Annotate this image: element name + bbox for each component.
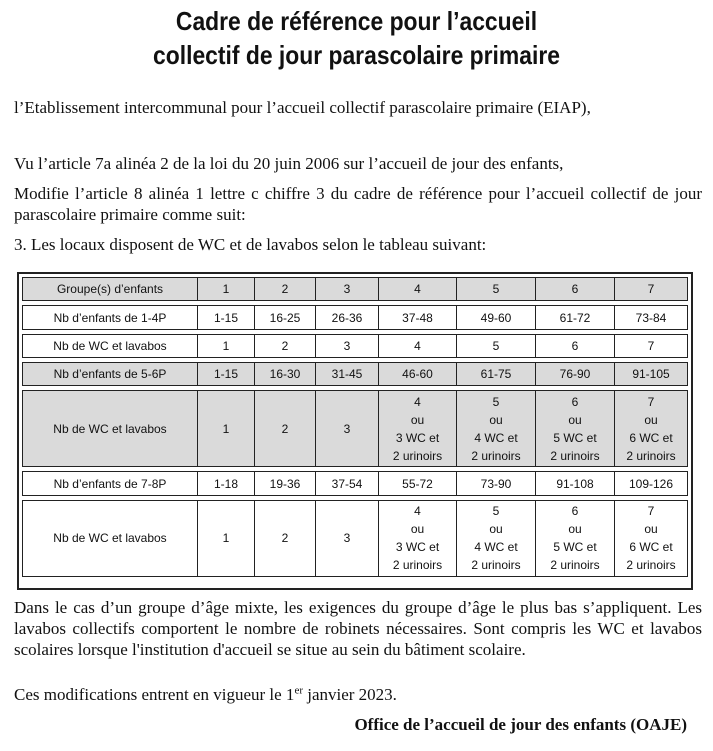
table-cell-line: 6 (571, 394, 579, 409)
row-label-cell: Nb d’enfants de 7-8P (22, 471, 198, 495)
effective-date-text-end: janvier 2023. (302, 685, 397, 704)
table-cell: 3 (316, 390, 379, 467)
table-cell: 26-36 (316, 305, 379, 329)
table-cell: 49-60 (457, 305, 536, 329)
header-group-cell: 7 (615, 277, 688, 301)
table-cell-line: 3 WC et (395, 540, 440, 555)
table-cell: 7 (615, 334, 688, 358)
table-cell: 61-72 (536, 305, 615, 329)
table-cell-line: 2 urinoirs (392, 448, 443, 463)
table-cell: 2 (255, 500, 316, 577)
table-cell-line: ou (489, 412, 503, 427)
table-row (22, 362, 688, 386)
table-cell: 5 (457, 334, 536, 358)
table-cell: 37-48 (379, 305, 457, 329)
table-cell-line: 5 (492, 394, 500, 409)
row-label-cell: Nb de WC et lavabos (22, 390, 198, 467)
table-cell-line: 5 WC et (553, 540, 597, 555)
title-line-2: collectif de jour parascolaire primaire (153, 40, 560, 70)
row-label-cell: Nb de WC et lavabos (22, 500, 198, 577)
table-cell-line: 4 WC et (474, 430, 518, 445)
table-cell (457, 500, 536, 577)
table-cell: 31-45 (316, 362, 379, 386)
table-cell: 91-108 (536, 471, 615, 495)
table-cell: 1 (198, 334, 255, 358)
table-cell: 6 (536, 334, 615, 358)
table-cell: 37-54 (316, 471, 379, 495)
table-cell: 1-15 (198, 362, 255, 386)
table-cell: 109-126 (615, 471, 688, 495)
table-cell-line: ou (568, 412, 582, 427)
table-cell (615, 500, 688, 577)
intro-paragraph-2: Vu l’article 7a alinéa 2 de la loi du 20 juin 2006 sur l’accueil de jour des enfants, (14, 154, 564, 173)
table-cell-line: 7 (647, 394, 655, 409)
table-cell-line: 4 (414, 394, 421, 409)
table-cell-line: ou (644, 412, 658, 427)
table-cell-line: 2 urinoirs (626, 558, 676, 573)
table-cell-line: 6 WC et (629, 430, 673, 445)
table-cell: 1-18 (198, 471, 255, 495)
header-label-cell: Groupe(s) d’enfants (22, 277, 198, 301)
table-cell: 2 (255, 334, 316, 358)
intro-paragraph-3: Modifie l’article 8 alinéa 1 lettre c chiffre 3 du cadre de référence pour l’accueil collectif de jour parascolaire primaire comme suit: (14, 184, 702, 224)
outro-paragraph-1: Dans le cas d’un groupe d’âge mixte, les exigences du groupe d’âge le plus bas s’appliquent. Les lavabos collectifs comportent le nombre de robinets nécessaires. Sont compris les WC et lavabos scolaires lorsque l'institution d'accueil se situe au sein du bâtiment scolaire. (14, 598, 702, 659)
table-cell: 1-15 (198, 305, 255, 329)
header-group-cell: 2 (255, 277, 316, 301)
intro-paragraph-1: l’Etablissement intercommunal pour l’accueil collectif parascolaire primaire (EIAP), (14, 98, 591, 117)
requirements-grid (22, 273, 688, 581)
table-cell (379, 500, 457, 577)
table-cell-line: ou (410, 522, 425, 537)
signature: Office de l’accueil de jour des enfants (OAJE) (354, 715, 687, 734)
table-cell-line: 5 (492, 504, 500, 519)
table-cell-line: 2 urinoirs (471, 558, 521, 573)
row-label-cell: Nb d’enfants de 5-6P (22, 362, 198, 386)
table-cell: 73-84 (615, 305, 688, 329)
title-line-1: Cadre de référence pour l’accueil (175, 6, 538, 36)
table-header-row (22, 277, 688, 301)
row-label-cell: Nb d’enfants de 1-4P (22, 305, 198, 329)
table-row (22, 500, 688, 577)
table-cell: 4 (379, 334, 457, 358)
table-cell: 16-30 (255, 362, 316, 386)
table-cell (457, 390, 536, 467)
table-cell-line: 4 WC et (474, 540, 518, 555)
table-cell (536, 390, 615, 467)
table-cell-line: 7 (647, 504, 655, 519)
table-cell-line: 2 urinoirs (471, 448, 521, 463)
header-group-cell: 5 (457, 277, 536, 301)
table-cell: 2 (255, 390, 316, 467)
table-cell-line: 6 (571, 504, 579, 519)
table-cell-line: 2 urinoirs (550, 448, 600, 463)
table-cell-line: ou (410, 412, 425, 427)
table-cell-line: 3 WC et (395, 430, 440, 445)
table-cell-line: 2 urinoirs (392, 558, 443, 573)
page-title (43, 4, 670, 72)
table-cell-line: 2 urinoirs (550, 558, 600, 573)
effective-date-superscript: er (294, 684, 303, 697)
row-label-cell: Nb de WC et lavabos (22, 334, 198, 358)
table-cell-line: 2 urinoirs (626, 448, 676, 463)
intro-paragraph-4: 3. Les locaux disposent de WC et de lavabos selon le tableau suivant: (14, 235, 487, 254)
table-cell: 1 (198, 500, 255, 577)
table-cell (379, 390, 457, 467)
table-row (22, 334, 688, 358)
table-cell: 1 (198, 390, 255, 467)
header-group-cell: 6 (536, 277, 615, 301)
effective-date-text: Ces modifications entrent en vigueur le 1 (14, 685, 295, 704)
table-cell: 61-75 (457, 362, 536, 386)
table-cell-line: ou (644, 522, 658, 537)
table-row (22, 305, 688, 329)
table-cell-line: 6 WC et (629, 540, 673, 555)
table-cell-line: ou (568, 522, 582, 537)
requirements-table (17, 272, 693, 590)
outro-paragraph-2 (14, 684, 702, 705)
table-cell (615, 390, 688, 467)
table-cell-line: 5 WC et (553, 430, 597, 445)
table-cell: 76-90 (536, 362, 615, 386)
table-cell-line: ou (489, 522, 503, 537)
table-cell: 16-25 (255, 305, 316, 329)
table-cell: 91-105 (615, 362, 688, 386)
table-cell: 19-36 (255, 471, 316, 495)
table-cell: 55-72 (379, 471, 457, 495)
table-row (22, 471, 688, 495)
table-cell: 73-90 (457, 471, 536, 495)
header-group-cell: 3 (316, 277, 379, 301)
header-group-cell: 1 (198, 277, 255, 301)
table-cell: 46-60 (379, 362, 457, 386)
table-cell: 3 (316, 334, 379, 358)
header-group-cell: 4 (379, 277, 457, 301)
table-cell: 3 (316, 500, 379, 577)
table-cell (536, 500, 615, 577)
table-cell-line: 4 (414, 504, 421, 519)
table-row (22, 390, 688, 467)
